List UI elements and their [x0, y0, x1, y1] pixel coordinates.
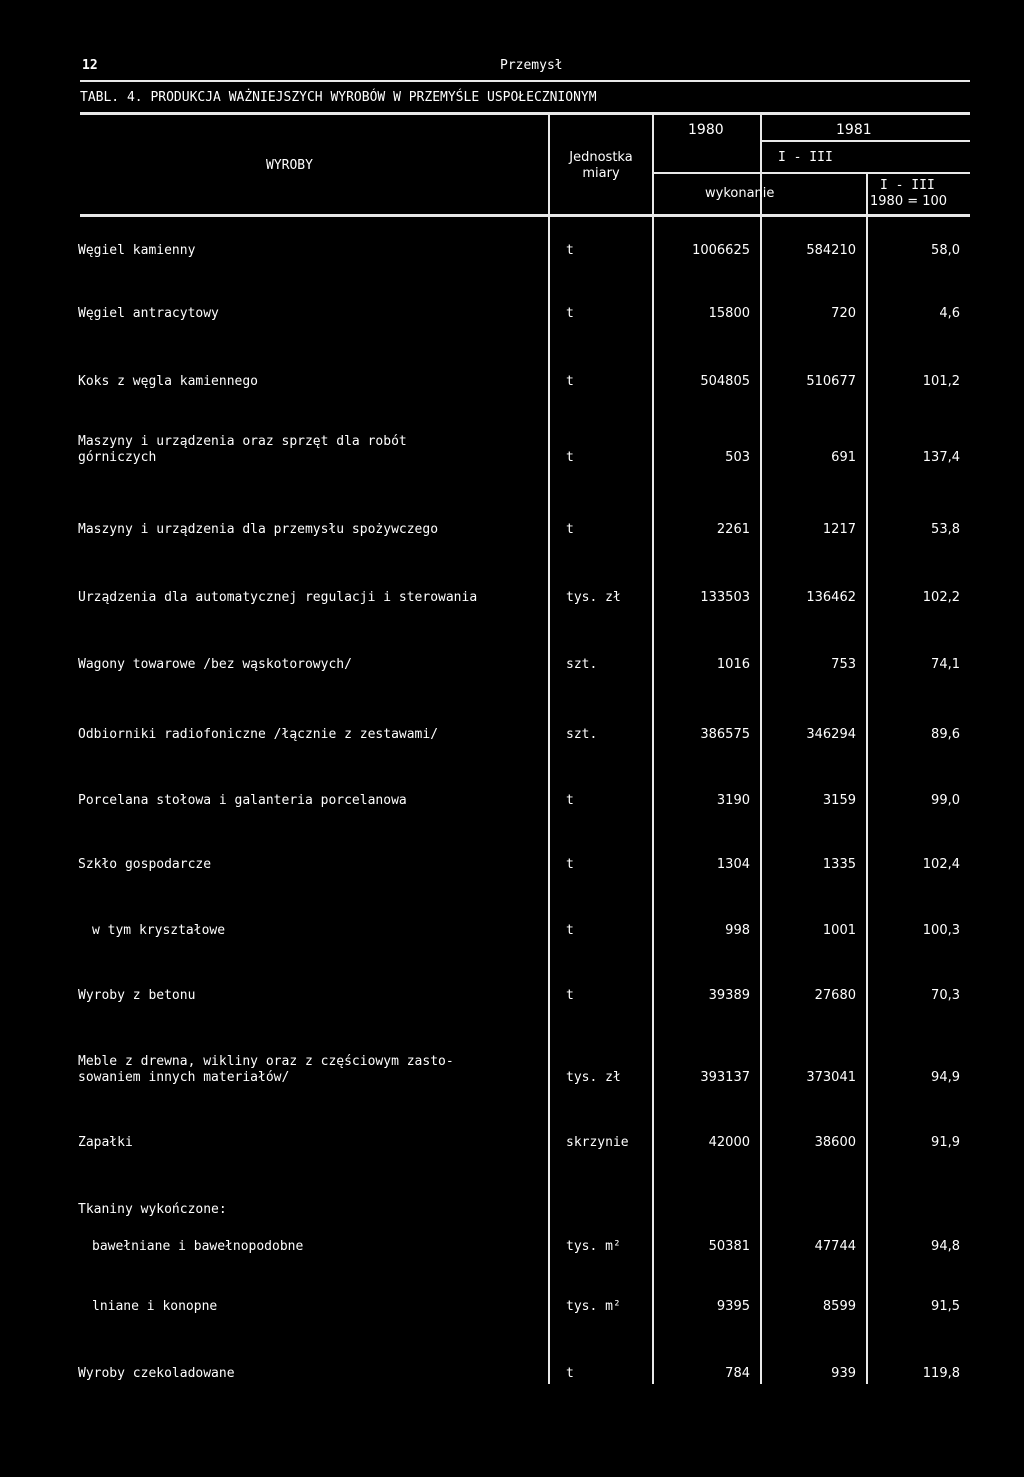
row-unit: t: [566, 988, 574, 1003]
col-header-index-1: I - III: [880, 178, 935, 193]
top-rule: [80, 80, 970, 82]
row-unit: skrzynie: [566, 1135, 629, 1150]
row-unit: t: [566, 1366, 574, 1381]
col-line-1980: [652, 114, 654, 1384]
row-value-1981: 8599: [822, 1299, 856, 1314]
table-title: TABL. 4. PRODUKCJA WAŻNIEJSZYCH WYROBÓW W PRZEMYŚLE USPOŁECZNIONYM: [80, 90, 597, 105]
col-header-1980: 1980: [688, 122, 724, 138]
section-title: Przemysł: [500, 58, 563, 73]
row-unit: t: [566, 857, 574, 872]
row-product-name-cont: górniczych: [78, 450, 157, 465]
row-unit: t: [566, 243, 574, 258]
row-value-1981: 584210: [806, 243, 856, 258]
row-product-name: Węgiel kamienny: [78, 243, 196, 258]
row-unit: t: [566, 923, 574, 938]
header-bottom-rule: [80, 214, 970, 217]
row-product-name: Odbiorniki radiofoniczne /łącznie z zestawami/: [78, 727, 439, 742]
row-value-1980: 784: [725, 1366, 750, 1381]
row-value-1981: 373041: [806, 1070, 856, 1085]
row-unit: szt.: [566, 727, 598, 742]
row-unit: t: [566, 306, 574, 321]
row-unit: szt.: [566, 657, 598, 672]
row-value-1980: 133503: [700, 590, 750, 605]
row-index: 89,6: [931, 727, 960, 742]
row-product-name: Maszyny i urządzenia oraz sprzęt dla robót: [78, 434, 407, 449]
row-product-name-cont: sowaniem innych materiałów/: [78, 1070, 290, 1085]
row-product-name: Węgiel antracytowy: [78, 306, 219, 321]
col-header-unit: Jednostka miary: [569, 150, 633, 181]
row-value-1981: 753: [831, 657, 856, 672]
row-value-1980: 50381: [708, 1239, 750, 1254]
col-line-unit: [548, 114, 550, 1384]
row-value-1981: 1001: [822, 923, 856, 938]
row-value-1981: 1335: [822, 857, 856, 872]
row-index: 58,0: [931, 243, 960, 258]
row-index: 119,8: [922, 1366, 960, 1381]
row-index: 53,8: [931, 522, 960, 537]
row-index: 137,4: [922, 450, 960, 465]
row-product-name: w tym kryształowe: [92, 923, 226, 938]
row-value-1980: 503: [725, 450, 750, 465]
row-value-1980: 2261: [716, 522, 750, 537]
row-unit: t: [566, 374, 574, 389]
col-header-period: I - III: [778, 150, 833, 165]
row-product-name: Koks z węgla kamiennego: [78, 374, 259, 389]
row-index: 91,9: [931, 1135, 960, 1150]
row-index: 91,5: [931, 1299, 960, 1314]
row-value-1980: 386575: [700, 727, 750, 742]
row-product-name: Szkło gospodarcze: [78, 857, 212, 872]
page-number: 12: [82, 58, 98, 73]
row-value-1981: 1217: [822, 522, 856, 537]
row-value-1981: 3159: [822, 793, 856, 808]
col-header-1981: 1981: [836, 122, 872, 138]
col-line-1981: [760, 114, 762, 1384]
row-value-1980: 1006625: [692, 243, 750, 258]
row-product-name: Wyroby czekoladowane: [78, 1366, 235, 1381]
header-rule-wykonanie: [652, 172, 970, 174]
row-index: 70,3: [931, 988, 960, 1003]
row-value-1981: 47744: [814, 1239, 856, 1254]
row-product-name: Zapałki: [78, 1135, 133, 1150]
row-value-1980: 504805: [700, 374, 750, 389]
row-value-1981: 136462: [806, 590, 856, 605]
row-value-1980: 3190: [716, 793, 750, 808]
row-value-1981: 27680: [814, 988, 856, 1003]
row-unit: tys. m²: [566, 1239, 621, 1254]
row-index: 102,4: [922, 857, 960, 872]
row-value-1980: 1304: [716, 857, 750, 872]
row-unit: tys. zł: [566, 590, 621, 605]
row-unit: t: [566, 793, 574, 808]
row-value-1980: 998: [725, 923, 750, 938]
row-index: 99,0: [931, 793, 960, 808]
row-value-1980: 9395: [716, 1299, 750, 1314]
row-value-1980: 15800: [708, 306, 750, 321]
row-value-1981: 720: [831, 306, 856, 321]
col-header-executed: wykonanie: [705, 186, 775, 201]
header-rule-1981: [760, 140, 970, 142]
row-product-name: lniane i konopne: [92, 1299, 218, 1314]
row-value-1981: 38600: [814, 1135, 856, 1150]
title-rule: [80, 112, 970, 115]
row-index: 4,6: [939, 306, 960, 321]
row-index: 94,8: [931, 1239, 960, 1254]
row-unit: tys. zł: [566, 1070, 621, 1085]
row-unit: tys. m²: [566, 1299, 621, 1314]
row-index: 102,2: [922, 590, 960, 605]
row-value-1980: 1016: [716, 657, 750, 672]
row-product-name: Wagony towarowe /bez wąskotorowych/: [78, 657, 352, 672]
row-product-name: Porcelana stołowa i galanteria porcelanowa: [78, 793, 407, 808]
row-value-1980: 39389: [708, 988, 750, 1003]
row-index: 101,2: [922, 374, 960, 389]
col-line-index: [866, 172, 868, 1384]
row-value-1981: 346294: [806, 727, 856, 742]
row-unit: t: [566, 450, 574, 465]
row-index: 100,3: [922, 923, 960, 938]
row-product-name: Tkaniny wykończone:: [78, 1202, 227, 1217]
row-value-1981: 691: [831, 450, 856, 465]
row-product-name: bawełniane i bawełnopodobne: [92, 1239, 304, 1254]
row-value-1981: 510677: [806, 374, 856, 389]
col-header-products: WYROBY: [266, 158, 313, 173]
row-value-1981: 939: [831, 1366, 856, 1381]
col-header-index-2: 1980 = 100: [870, 194, 948, 209]
row-product-name: Meble z drewna, wikliny oraz z częściowym zasto-: [78, 1054, 454, 1069]
row-product-name: Urządzenia dla automatycznej regulacji i sterowania: [78, 590, 478, 605]
row-product-name: Maszyny i urządzenia dla przemysłu spożywczego: [78, 522, 439, 537]
row-value-1980: 42000: [708, 1135, 750, 1150]
row-index: 94,9: [931, 1070, 960, 1085]
row-product-name: Wyroby z betonu: [78, 988, 196, 1003]
row-index: 74,1: [931, 657, 960, 672]
row-unit: t: [566, 522, 574, 537]
row-value-1980: 393137: [700, 1070, 750, 1085]
